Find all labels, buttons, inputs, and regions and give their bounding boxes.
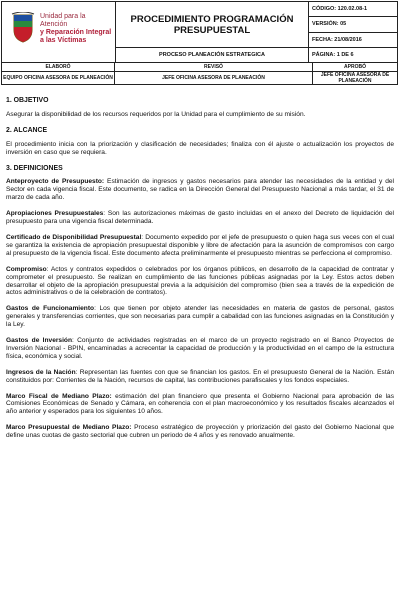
logo-line-2: y Reparación Integral [40, 29, 112, 36]
definition-term: Compromiso [6, 265, 47, 273]
definition-text: estimación del plan financiero que presenta el Gobierno Nacional para aprobación de las Comisiones Económicas de Senado y Cámara, en coherencia con el plan macroeconómico y los resultados fiscales alcanzados el año anterior y esperados para los siguientes 10 años. [6, 392, 394, 416]
colombia-seal-icon [10, 12, 36, 44]
definition-term: Gastos de Inversión [6, 337, 72, 345]
definition-term: Ingresos de la Nación [6, 368, 76, 376]
page-cell: PÁGINA: 1 DE 6 [309, 47, 398, 62]
section-heading-definiciones: 3. DEFINICIONES [6, 164, 63, 172]
objetivo-text: Asegurar la disponibilidad de los recursos requeridos por la Unidad para el cumplimiento de su misión. [6, 110, 306, 118]
definition-term: Anteproyecto de Presupuesto: [6, 178, 105, 186]
definition-paragraph [6, 234, 394, 258]
definition-term: Gastos de Funcionamiento [6, 305, 95, 313]
document-body [6, 97, 394, 448]
section-heading-alcance: 2. ALCANCE [6, 126, 48, 134]
alcance-text: El procedimiento inicia con la priorización y clasificación de necesidades; finaliza con él ajuste o actualización los proyectos de inversión en caso que se requiera. [6, 140, 394, 156]
reviso-value: JEFE OFICINA ASESORA DE PLANEACIÓN [115, 72, 313, 85]
section-heading-objetivo: 1. OBJETIVO [6, 97, 49, 104]
definition-paragraph [6, 369, 394, 385]
definition-paragraph [6, 305, 394, 329]
definition-paragraph [6, 424, 394, 440]
definition-paragraph [6, 393, 394, 417]
definition-term: Apropiaciones Presupuestales [6, 210, 104, 218]
definition-text: : Son las autorizaciones máximas de gasto incluidas en el anexo del Decreto de liquidación del presupuesto para una vigencia fiscal determinada. [6, 210, 394, 226]
logo-cell [2, 2, 116, 63]
definition-term: Certificado de Disponibilidad Presupuestal [6, 233, 142, 241]
definition-text: Proceso estratégico de proyección y priorización del gasto del Gobierno Nacional que define unas cuotas de gasto sectorial que cubren un periodo de 4 años y es renovado anualmente. [6, 424, 394, 440]
definition-text: Estimación de ingresos y gastos necesarios para atender las necesidades de la entidad y del Sector en cada vigencia fiscal. Este documento, se radica en la Dirección General del Presupuesto Nacional a más tardar, el 31 de marzo de cada año. [6, 178, 394, 202]
definition-paragraph [6, 210, 394, 226]
code-cell: CÓDIGO: 120.02.08-1 [309, 2, 398, 17]
definition-term: Marco Presupuestal de Mediano Plazo: [6, 424, 132, 432]
definition-paragraph [6, 178, 394, 202]
process-cell [116, 47, 309, 62]
definition-text: : Conjunto de actividades registradas en el marco de un proyecto registrado en el Banco Proyectos de Inversión Nacional - BPIN, encaminadas a acrecentar la capacidad de producción y la productividad en el campo de la estructura física, económica y social. [6, 337, 394, 360]
definition-text: : Representan las fuentes con que se financian los gastos. En el presupuesto General de la Nación. Están constituidos por: Corrientes de la Nación, recursos de capital, las contribuciones parafiscales y los fondos especiales. [6, 368, 394, 384]
reviso-header: REVISÓ [115, 63, 313, 72]
date-cell: FECHA: 21/08/2016 [309, 32, 398, 47]
logo-line-1: Unidad para la Atención [40, 13, 86, 28]
definition-text: : Documento expedido por el jefe de presupuesto o quien haga sus veces con el cual se garantiza la existencia de apropiación presupuestal disponible y libre de afectación para la asunción de compromisos con cargo al presupuesto de la vigencia fiscal. Este documento afecta preliminarmente el presupuesto mientras se perfecciona el compromiso. [6, 233, 394, 257]
document-title: PROCEDIMIENTO PROGRAMACIÓN PRESUPUESTAL [130, 14, 294, 37]
approval-table [1, 62, 398, 85]
elaboro-value: EQUIPO OFICINA ASESORA DE PLANEACIÓN [2, 72, 115, 85]
document-header [1, 1, 398, 63]
version-cell: VERSIÓN: 05 [309, 17, 398, 32]
definition-term: Marco Fiscal de Mediano Plazo: [6, 392, 112, 400]
aprobo-header: APROBÓ [313, 63, 398, 72]
definition-paragraph [6, 266, 394, 298]
definition-paragraph [6, 337, 394, 361]
agency-logo-text [40, 13, 114, 45]
logo-line-3: a las Víctimas [40, 37, 87, 44]
aprobo-value: JEFE OFICINA ASESORA DE PLANEACIÓN [313, 72, 398, 85]
process-name: PROCESO PLANEACIÓN ESTRATEGICA [159, 51, 265, 58]
title-cell [116, 2, 309, 48]
definition-text: : Los que tienen por objeto atender las necesidades en materia de gastos de personal, gastos generales y transferencias corrientes, que son necesarias para cumplir a cabalidad con las funciones asignadas en la Constitución y la Ley. [6, 305, 394, 329]
definition-text: : Actos y contratos expedidos o celebrados por los órganos públicos, en desarrollo de la capacidad de contratar y comprometer el presupuesto. Se realizan en cumplimiento de las funciones públicas asignadas por la Ley. Estos actos deben desarrollar el objeto de la apropiación presupuestal previa a la adquisición del compromiso (bien sea a través de la expedición de actos administrativos o de la celebración de contratos). [6, 265, 394, 297]
elaboro-header: ELABORÓ [2, 63, 115, 72]
